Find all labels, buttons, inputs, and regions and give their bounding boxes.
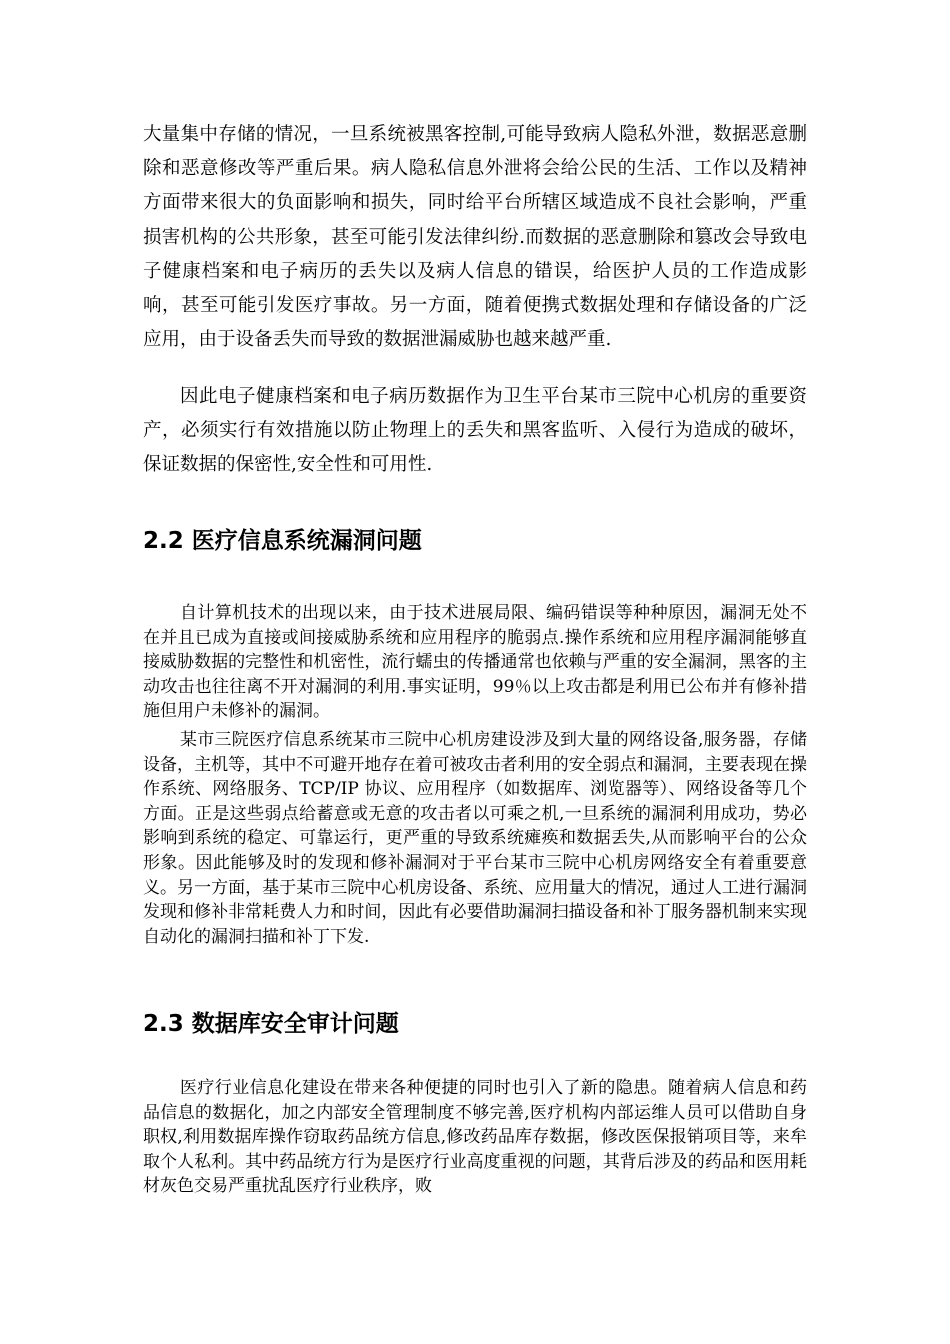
body-paragraph: 医疗行业信息化建设在带来各种便捷的同时也引入了新的隐患。随着病人信息和药品信息的数据化，加之内部安全管理制度不够完善,医疗机构内部运维人员可以借助自身职权,利用数据库操作窃取药品统方信息,修改药品库存数据，修改医保报销项目等，来牟取个人私利。其中药品统方行为是医疗行业高度重视的问题，其背后涉及的药品和医用耗材灰色交易严重扰乱医疗行业秩序，败 [143, 1078, 807, 1197]
section-heading-2-3: 2.3 数据库安全审计问题 [143, 1011, 399, 1037]
body-paragraph: 因此电子健康档案和电子病历数据作为卫生平台某市三院中心机房的重要资产，必须实行有效措施以防止物理上的丢失和黑客监听、入侵行为造成的破坏，保证数据的保密性,安全性和可用性. [143, 386, 807, 476]
body-paragraph: 某市三院医疗信息系统某市三院中心机房建设涉及到大量的网络设备,服务器，存储设备，主机等，其中不可避开地存在着可被攻击者利用的安全弱点和漏洞，主要表现在操作系统、网络服务、TCP/IP 协议、应用程序（如数据库、浏览器等）、网络设备等几个方面。正是这些弱点给蓄意或无意的攻击者以可乘之机,一旦系统的漏洞利用成功，势必影响到系统的稳定、可靠运行，更严重的导致系统瘫痪和数据丢失,从而影响平台的公众形象。因此能够及时的发现和修补漏洞对于平台某市三院中心机房网络安全有着重要意义。另一方面，基于某市三院中心机房设备、系统、应用量大的情况，通过人工进行漏洞发现和修补非常耗费人力和时间，因此有必要借助漏洞扫描设备和补丁服务器机制来实现自动化的漏洞扫描和补丁下发. [143, 730, 807, 947]
body-paragraph: 大量集中存储的情况，一旦系统被黑客控制,可能导致病人隐私外泄，数据恶意删除和恶意修改等严重后果。病人隐私信息外泄将会给公民的生活、工作以及精神方面带来很大的负面影响和损失，同时给平台所辖区域造成不良社会影响，严重损害机构的公共形象，甚至可能引发法律纠纷.而数据的恶意删除和篡改会导致电子健康档案和电子病历的丢失以及病人信息的错误，给医护人员的工作造成影响，甚至可能引发医疗事故。另一方面，随着便携式数据处理和存储设备的广泛应用，由于设备丢失而导致的数据泄漏威胁也越来越严重. [143, 124, 807, 351]
section-heading-2-2: 2.2 医疗信息系统漏洞问题 [143, 528, 422, 554]
body-paragraph: 自计算机技术的出现以来，由于技术进展局限、编码错误等种种原因，漏洞无处不在并且已成为直接或间接威胁系统和应用程序的脆弱点.操作系统和应用程序漏洞能够直接威胁数据的完整性和机密性，流行蠕虫的传播通常也依赖与严重的安全漏洞，黑客的主动攻击也往往离不开对漏洞的利用.事实证明，99％以上攻击都是利用已公布并有修补措施但用户未修补的漏洞。 [143, 603, 807, 722]
